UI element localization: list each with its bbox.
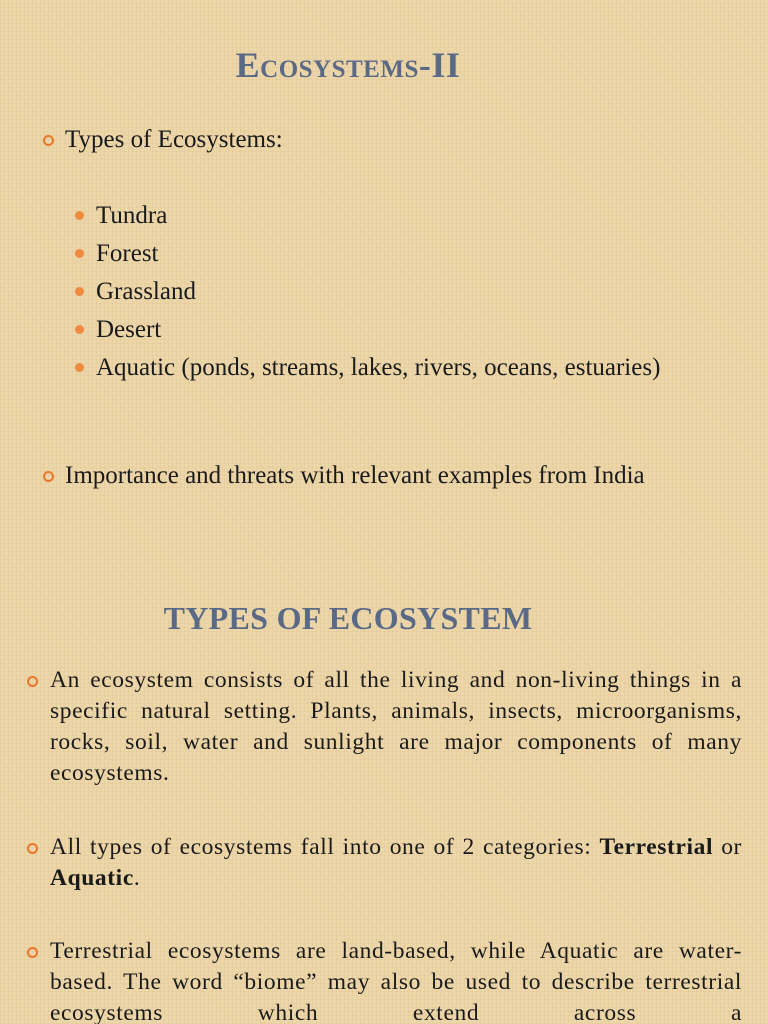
dot-bullet-icon (75, 325, 84, 334)
list-item-aquatic: Aquatic (ponds, streams, lakes, rivers, oceans, estuaries) (96, 352, 736, 383)
dot-bullet-icon (75, 363, 84, 372)
ring-bullet-icon (27, 676, 38, 687)
list-item-forest: Forest (96, 238, 159, 269)
ring-bullet-icon (27, 843, 38, 854)
bullet-importance-threats: Importance and threats with relevant examples from India (65, 460, 645, 491)
slide-title: TYPES OF ECOSYSTEM (163, 600, 533, 636)
term-aquatic: Aquatic (50, 865, 134, 891)
ring-bullet-icon (27, 947, 38, 958)
paragraph-terrestrial-aquatic: Terrestrial ecosystems are land-based, while Aquatic are water-based. The word “biome” may also be used to describe terrestrial ecosystems which extend across a (50, 936, 742, 1024)
ring-bullet-icon (43, 471, 54, 482)
paragraph-categories: All types of ecosystems fall into one of 2 categories: Terrestrial or Aquatic. (50, 832, 742, 894)
paragraph-ecosystem-definition: An ecosystem consists of all the living and non-living things in a specific natural setting. Plants, animals, insects, microorganisms, rocks, soil, water and sunlight are major components of many ecosystems. (50, 665, 742, 789)
list-item-grassland: Grassland (96, 276, 196, 307)
bullet-types-of-ecosystems: Types of Ecosystems: (65, 124, 283, 155)
ring-bullet-icon (43, 135, 54, 146)
dot-bullet-icon (75, 211, 84, 220)
dot-bullet-icon (75, 287, 84, 296)
dot-bullet-icon (75, 249, 84, 258)
term-terrestrial: Terrestrial (599, 834, 714, 860)
slide-types-of-ecosystem (0, 540, 768, 1024)
list-item-desert: Desert (96, 314, 161, 345)
slide-title: Ecosystems-II (235, 45, 461, 85)
list-item-tundra: Tundra (96, 200, 167, 231)
